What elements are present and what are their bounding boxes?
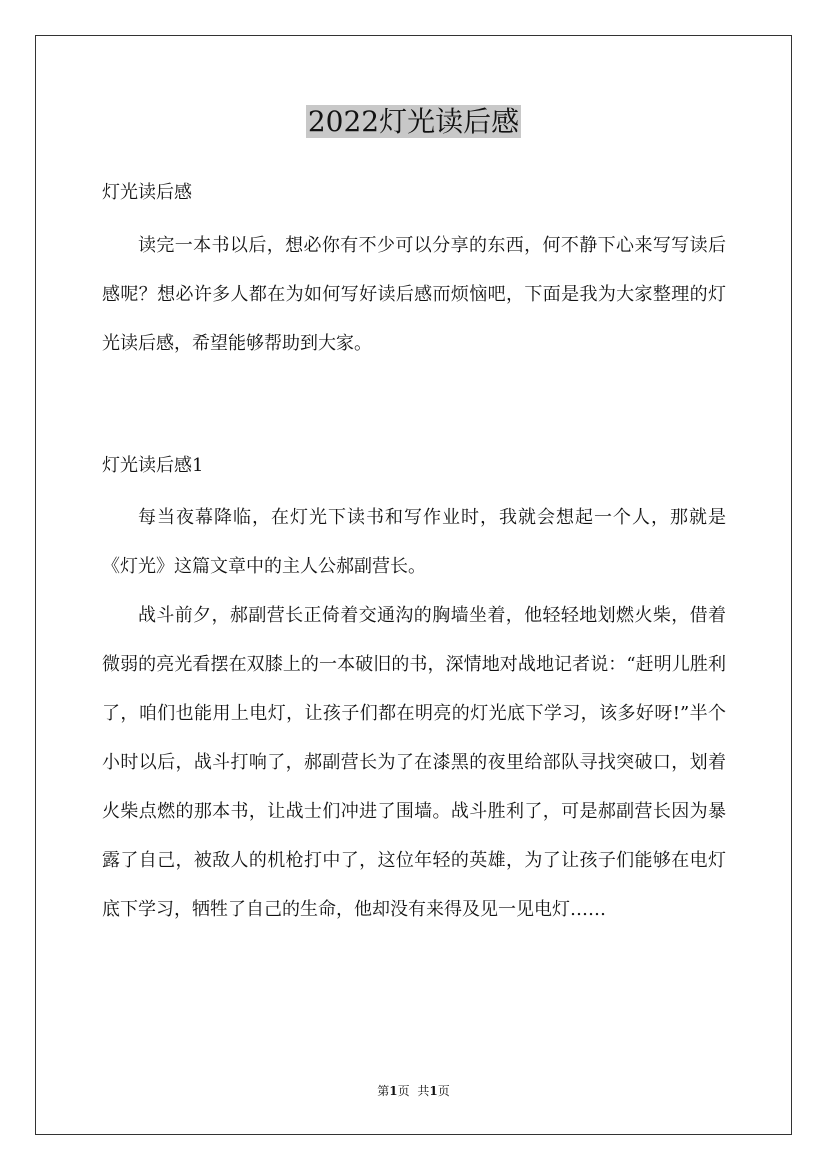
intro-heading: 灯光读后感 (102, 182, 192, 203)
footer-page-number: 1 (389, 1084, 398, 1098)
document-title (0, 102, 827, 142)
footer-total-pages: 1 (429, 1084, 438, 1098)
section1-heading: 灯光读后感1 (102, 455, 204, 476)
intro-paragraph: 读完一本书以后，想必你有不少可以分享的东西，何不静下心来写写读后感呢？想必许多人都在为如何写好读后感而烦恼吧，下面是我为大家整理的灯光读后感，希望能够帮助到大家。 (102, 235, 726, 354)
footer-total-prefix: 共 (417, 1084, 430, 1098)
section1-paragraph-1: 每当夜幕降临，在灯光下读书和写作业时，我就会想起一个人，那就是《灯光》这篇文章中的主人公郝副营长。 (102, 507, 726, 577)
footer-total-suffix: 页 (437, 1084, 450, 1098)
footer-page-prefix: 第 (377, 1084, 390, 1098)
section1-paragraph-2: 战斗前夕，郝副营长正倚着交通沟的胸墙坐着，他轻轻地划燃火柴，借着微弱的亮光看摆在双膝上的一本破旧的书，深情地对战地记者说：“赶明儿胜利了，咱们也能用上电灯，让孩子们都在明亮的灯光底下学习，该多好呀!”半个小时以后，战斗打响了，郝副营长为了在漆黑的夜里给部队寻找突破口，划着火柴点燃的那本书，让战士们冲进了围墙。战斗胜利了，可是郝副营长因为暴露了自己，被敌人的机枪打中了，这位年轻的英雄，为了让孩子们能够在电灯底下学习，牺牲了自己的生命，他却没有来得及见一见电灯…… (102, 605, 726, 920)
document-title-text: 2022灯光读后感 (307, 105, 520, 138)
page-footer (0, 1083, 827, 1099)
footer-page-suffix: 页 (397, 1084, 410, 1098)
